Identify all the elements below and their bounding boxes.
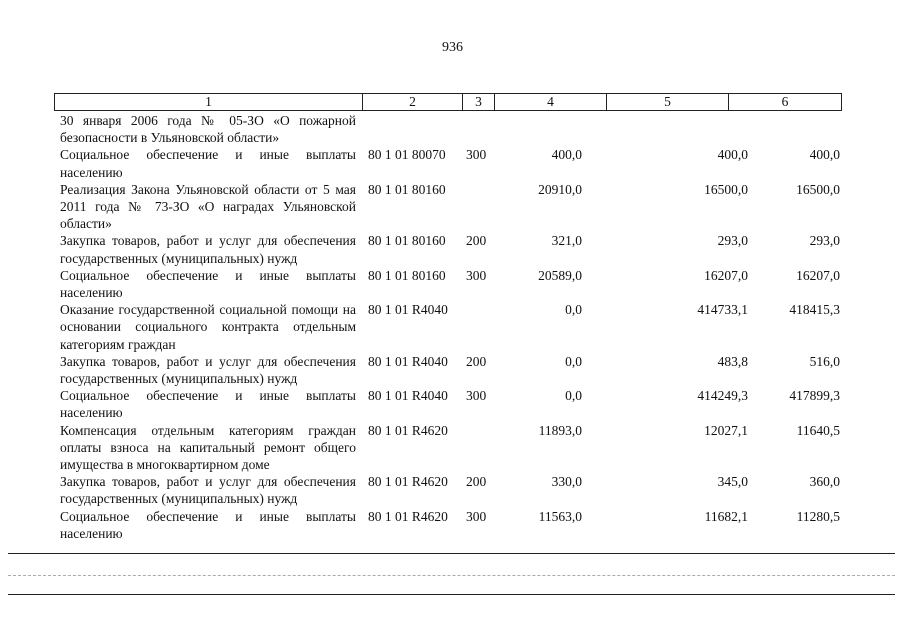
row-value-col5: 12027,1 [704,422,748,438]
row-value-col6: 360,0 [809,474,840,490]
row-expense-type: 300 [466,147,487,163]
row-value-col5: 414249,3 [697,388,748,404]
row-code: 80 1 01 R4620 [368,508,448,524]
row-value-col6: 11640,5 [796,422,840,438]
row-value-col5: 414733,1 [697,302,748,318]
row-name: Социальное обеспечение и иные выплаты населению [60,508,356,541]
page-number: 936 [442,40,463,55]
table-row [54,301,844,353]
table-row [54,232,844,266]
row-name: Социальное обеспечение и иные выплаты населению [60,388,356,421]
row-name: Социальное обеспечение и иные выплаты населению [60,147,356,180]
table-body [54,112,844,542]
table-rule-upper [8,553,895,554]
row-value-col5: 16500,0 [704,181,748,197]
row-expense-type: 200 [466,233,487,249]
row-code: 80 1 01 R4040 [368,353,448,369]
row-value-col6: 293,0 [809,233,840,249]
row-value-col6: 400,0 [809,147,840,163]
table-header-row [54,93,842,111]
row-code: 80 1 01 R4040 [368,302,448,318]
table-row [54,473,844,507]
row-name: 30 января 2006 года № 05-ЗО «О пожарной безопасности в Ульяновской области» [60,113,356,146]
table-row [54,112,844,146]
row-value-col5: 400,0 [717,147,748,163]
header-col-3: 3 [463,94,495,110]
row-code: 80 1 01 R4620 [368,474,448,490]
table-row [54,267,844,301]
row-code: 80 1 01 80160 [368,233,446,249]
table-row [54,181,844,233]
row-name: Оказание государственной социальной помощи на основании социального контракта отдельным категориям граждан [60,302,356,352]
row-code: 80 1 01 R4620 [368,422,448,438]
header-col-1: 1 [55,94,363,110]
row-value-col4: 20910,0 [538,181,582,197]
row-name: Реализация Закона Ульяновской области от 5 мая 2011 года № 73-ЗО «О наградах Ульяновской области» [60,181,356,232]
row-value-col4: 0,0 [565,302,582,318]
row-value-col5: 483,8 [717,353,748,369]
row-expense-type: 200 [466,353,487,369]
row-code: 80 1 01 R4040 [368,388,448,404]
row-value-col6: 16207,0 [796,267,840,283]
table-row [54,508,844,542]
row-value-col6: 16500,0 [796,181,840,197]
table-row [54,422,844,474]
row-expense-type: 200 [466,474,487,490]
row-value-col4: 11563,0 [538,508,582,524]
row-value-col4: 400,0 [551,147,582,163]
row-value-col4: 330,0 [551,474,582,490]
row-code: 80 1 01 80070 [368,147,446,163]
row-value-col4: 11893,0 [538,422,582,438]
row-value-col4: 0,0 [565,388,582,404]
row-value-col5: 293,0 [717,233,748,249]
row-value-col5: 16207,0 [704,267,748,283]
table-rule-dashed [8,575,895,576]
row-code: 80 1 01 80160 [368,267,446,283]
header-col-4: 4 [495,94,607,110]
row-name: Закупка товаров, работ и услуг для обеспечения государственных (муниципальных) нужд [60,353,356,387]
row-name: Закупка товаров, работ и услуг для обеспечения государственных (муниципальных) нужд [60,233,356,266]
row-expense-type: 300 [466,388,487,404]
row-code: 80 1 01 80160 [368,181,446,197]
row-expense-type: 300 [466,267,487,283]
row-value-col6: 417899,3 [789,388,840,404]
table-row [54,353,844,387]
row-name: Социальное обеспечение и иные выплаты населению [60,267,356,301]
row-expense-type: 300 [466,508,487,524]
row-value-col4: 0,0 [565,353,582,369]
header-col-6: 6 [781,94,789,109]
row-value-col5: 11682,1 [704,508,748,524]
row-value-col6: 11280,5 [796,508,840,524]
header-col-5: 5 [607,94,729,110]
table-row [54,387,844,421]
table-rule-lower [8,594,895,595]
row-name: Компенсация отдельным категориям граждан оплаты взноса на капитальный ремонт общего имущества в многоквартирном доме [60,422,356,473]
row-value-col6: 516,0 [809,353,840,369]
header-col-2: 2 [363,94,463,110]
row-value-col5: 345,0 [717,474,748,490]
row-value-col4: 20589,0 [538,267,582,283]
row-value-col4: 321,0 [551,233,582,249]
row-value-col6: 418415,3 [789,302,840,318]
table-row [54,146,844,180]
row-name: Закупка товаров, работ и услуг для обеспечения государственных (муниципальных) нужд [60,474,356,507]
